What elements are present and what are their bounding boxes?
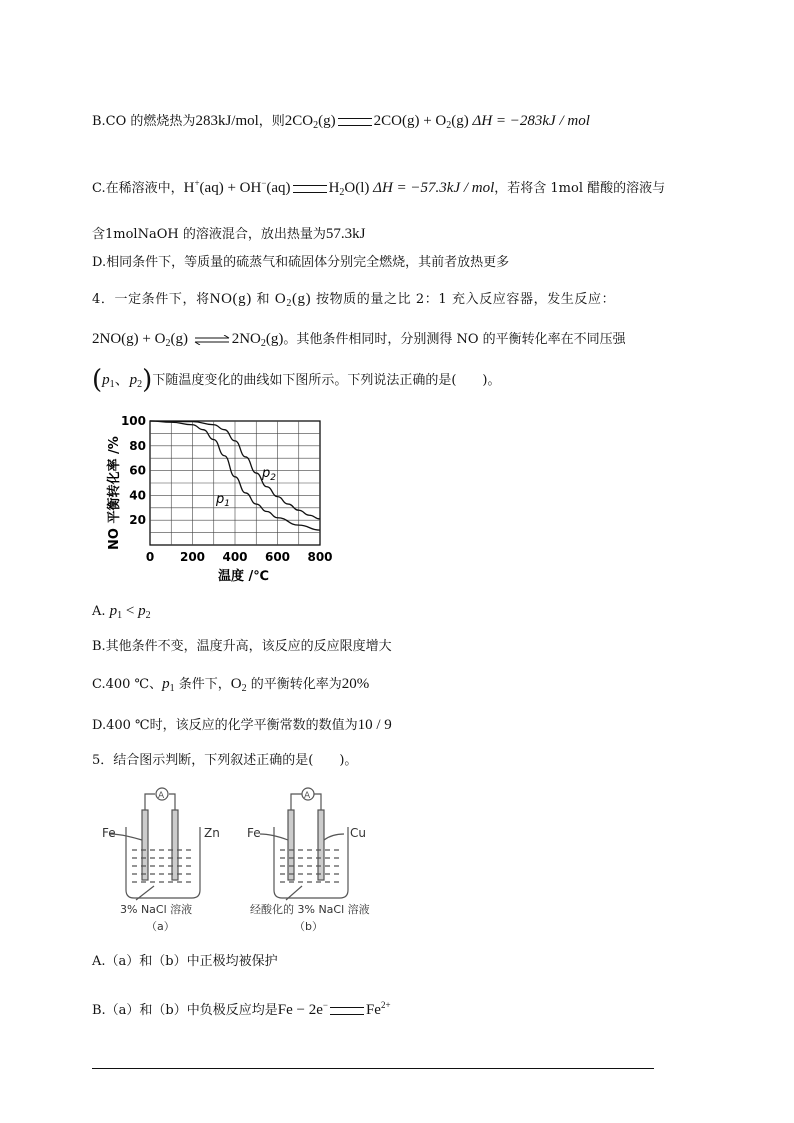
- q5-title: 5．结合图示判断，下列叙述正确的是( )。: [92, 753, 358, 768]
- y-tick-label: 100: [120, 414, 146, 428]
- footer-rule: [92, 1068, 654, 1069]
- q4-option-a: A. $p_1 < p_2$: [92, 603, 151, 621]
- label-fe-a: Fe: [102, 826, 116, 840]
- caption-b: （b）: [294, 920, 323, 933]
- option-c-q3: C.在稀溶液中，H+(aq) + OH−(aq) $H_2O(l) \Delta H = -57.3kJ$ / mol，若将含 1mol 醋酸的溶液与: [92, 178, 666, 198]
- equals-arrow-icon: [330, 1007, 364, 1015]
- cell-b: [260, 788, 348, 900]
- q5-option-a: A.（a）和（b）中正极均被保护: [92, 954, 278, 969]
- option-c-q3-cont: 含1molNaOH 的溶液混合，放出热量为57.3kJ: [92, 226, 366, 242]
- x-tick-label: 200: [179, 550, 206, 564]
- q4-reaction-line: $2NO(g) + O_2(g)$ $2NO_2(g)$。其他条件相同时，分别测得 NO 的平衡转化率在不同压强: [92, 331, 626, 349]
- y-axis-label: NO 平衡转化率 /%: [107, 436, 122, 550]
- cell-a: [110, 788, 200, 900]
- x-tick-label: 0: [145, 550, 155, 564]
- caption-a: （a）: [146, 920, 175, 933]
- equals-arrow-icon: [338, 118, 372, 126]
- equals-arrow-icon: [293, 185, 327, 193]
- solution-label-a: 3% NaCl 溶液: [120, 903, 193, 916]
- label-fe-b: Fe: [247, 826, 261, 840]
- x-tick-label: 600: [264, 550, 291, 564]
- no-conversion-chart: [92, 405, 342, 585]
- reversible-arrow-icon: [194, 335, 230, 345]
- x-tick-label: 800: [307, 550, 333, 564]
- q4-option-d: D.400 ℃时，该反应的化学平衡常数的数值为10 / 9: [92, 717, 392, 733]
- q4-line1: 4．一定条件下，将NO(g) 和 $O_2(g)$ 按物质的量之比 2：1 充入反应容器，发生反应：: [92, 291, 616, 309]
- label-cu: Cu: [350, 826, 366, 840]
- svg-text:A: A: [158, 791, 165, 801]
- y-tick-label: 60: [129, 463, 146, 478]
- y-tick-label: 20: [129, 513, 146, 528]
- q4-option-c: C.400 ℃、$p_1$ 条件下，$O_2$ 的平衡转化率为20%: [92, 676, 370, 694]
- option-b-q3: B.CO 的燃烧热为283kJ/mol，则$2CO_2(g) 2CO(g) + O_2(g) \Delta H = -283kJ$ / mol: [92, 113, 590, 131]
- q4-line3: ($p_1$、$p_2$)下随温度变化的曲线如下图所示。下列说法正确的是( )。: [92, 365, 501, 395]
- x-axis-label: 温度 /℃: [218, 569, 270, 584]
- svg-text:A: A: [304, 791, 311, 801]
- option-d-q3: D.相同条件下，等质量的硫蒸气和硫固体分别完全燃烧，其前者放热更多: [92, 255, 510, 270]
- label-zn: Zn: [204, 826, 220, 840]
- y-tick-label: 80: [129, 438, 146, 453]
- galvanic-cell-figure: [92, 782, 392, 937]
- x-tick-label: 400: [222, 550, 248, 564]
- q4-option-b: B.其他条件不变，温度升高，该反应的反应限度增大: [92, 639, 392, 654]
- solution-label-b: 经酸化的 3% NaCl 溶液: [250, 903, 370, 916]
- y-tick-label: 40: [129, 488, 146, 503]
- curve-label-p1: $p_1$: [216, 492, 230, 509]
- curve-label-p2: $p_2$: [262, 466, 276, 483]
- q5-option-b: B.（a）和（b）中负极反应均是Fe − 2e− $Fe^{2+}$: [92, 1000, 391, 1018]
